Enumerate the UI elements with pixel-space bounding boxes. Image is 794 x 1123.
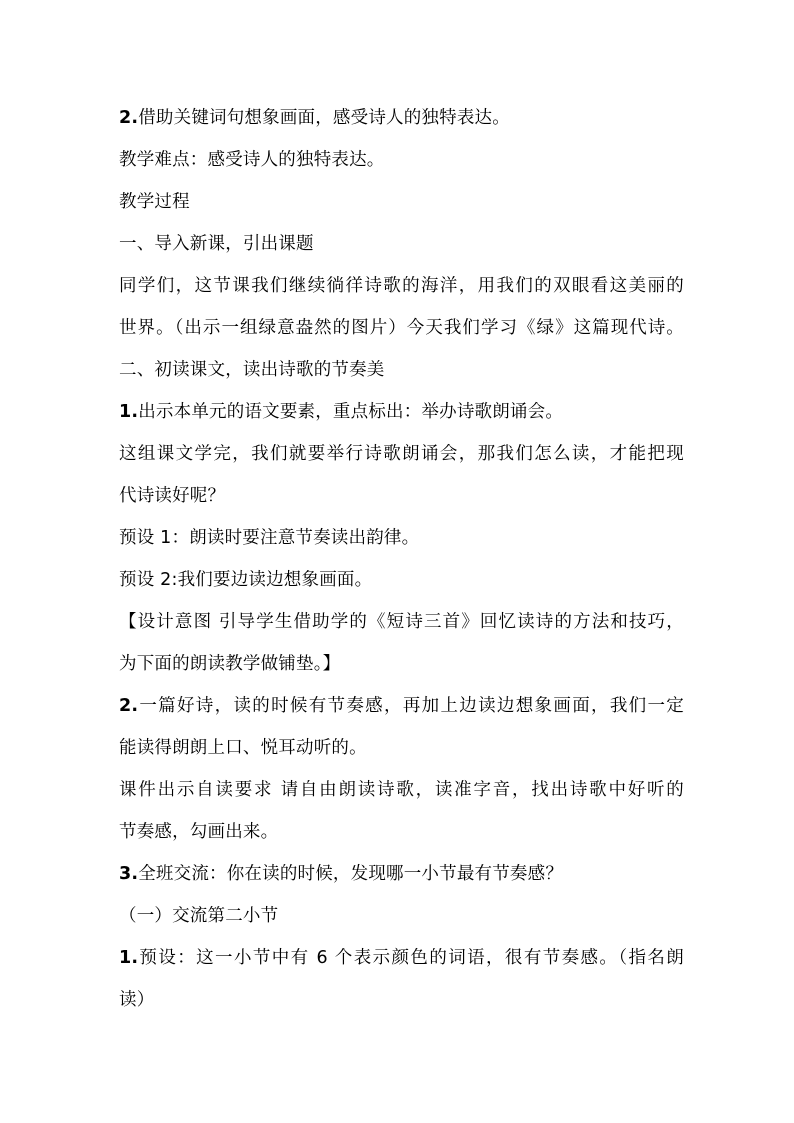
paragraph-intro-line-2	[119, 317, 684, 339]
paragraph-text: 一、导入新课，引出课题	[119, 234, 314, 254]
paragraph-intro-line-1	[119, 275, 684, 297]
paragraph-preset-1	[119, 527, 684, 549]
paragraph-number: 2.	[119, 108, 139, 128]
paragraph-step-3	[119, 863, 684, 885]
paragraph-number: 1.	[119, 402, 139, 422]
paragraph-teaching-difficulty	[119, 149, 684, 171]
paragraph-preset-colors-line-1	[119, 947, 684, 969]
paragraph-text: 预设 1：朗读时要注意节奏读出韵律。	[119, 528, 420, 548]
paragraph-design-intent-line-2	[119, 653, 684, 675]
paragraph-reading-requirement-line-1	[119, 779, 684, 801]
paragraph-text: 代诗读好呢？	[119, 486, 226, 506]
paragraph-text: 【设计意图 引导学生借助学的《短诗三首》回忆读诗的方法和技巧，	[119, 612, 684, 632]
heading-section-2	[119, 359, 684, 381]
paragraph-text: 教学过程	[119, 192, 190, 212]
paragraph-preset-colors-line-2	[119, 989, 684, 1011]
paragraph-text: 读）	[119, 990, 155, 1010]
paragraph-design-intent-line-1	[119, 611, 684, 633]
paragraph-text: 能读得朗朗上口、悦耳动听的。	[119, 738, 367, 758]
paragraph-objective-2	[119, 107, 684, 129]
paragraph-step-2-line-2	[119, 737, 684, 759]
paragraph-step-1	[119, 401, 684, 423]
paragraph-text: 预设：这一小节中有 6 个表示颜色的词语，很有节奏感。（指名朗	[138, 948, 684, 968]
paragraph-text: 一篇好诗，读的时候有节奏感，再加上边读边想象画面，我们一定	[138, 696, 684, 716]
paragraph-text: 全班交流：你在读的时候，发现哪一小节最有节奏感？	[138, 864, 564, 884]
paragraph-text: 世界。（出示一组绿意盎然的图片）今天我们学习《绿》这篇现代诗。	[119, 318, 684, 338]
paragraph-text: 节奏感，勾画出来。	[119, 822, 279, 842]
heading-section-1	[119, 233, 684, 255]
paragraph-text: 预设 2:我们要边读边想象画面。	[119, 570, 373, 590]
heading-subsection-1	[119, 905, 684, 927]
paragraph-text: 借助关键词句想象画面，感受诗人的独特表达。	[138, 108, 510, 128]
paragraph-step-2-line-1	[119, 695, 684, 717]
paragraph-text: 教学难点：感受诗人的独特表达。	[119, 150, 385, 170]
paragraph-text: 同学们，这节课我们继续徜徉诗歌的海洋，用我们的双眼看这美丽的	[119, 276, 684, 296]
paragraph-text: （一）交流第二小节	[119, 906, 279, 926]
heading-teaching-process	[119, 191, 684, 213]
paragraph-number: 2.	[119, 696, 139, 716]
paragraph-number: 1.	[119, 948, 139, 968]
paragraph-preset-2	[119, 569, 684, 591]
paragraph-text: 二、初读课文，读出诗歌的节奏美	[119, 360, 385, 380]
paragraph-reading-requirement-line-2	[119, 821, 684, 843]
paragraph-recital-line-1	[119, 443, 684, 465]
paragraph-text: 课件出示自读要求 请自由朗读诗歌，读准字音，找出诗歌中好听的	[119, 780, 684, 800]
paragraph-number: 3.	[119, 864, 139, 884]
paragraph-text: 这组课文学完，我们就要举行诗歌朗诵会，那我们怎么读，才能把现	[119, 444, 684, 464]
paragraph-text: 为下面的朗读教学做铺垫。】	[119, 654, 341, 674]
paragraph-recital-line-2	[119, 485, 684, 507]
paragraph-text: 出示本单元的语文要素，重点标出：举办诗歌朗诵会。	[138, 402, 564, 422]
